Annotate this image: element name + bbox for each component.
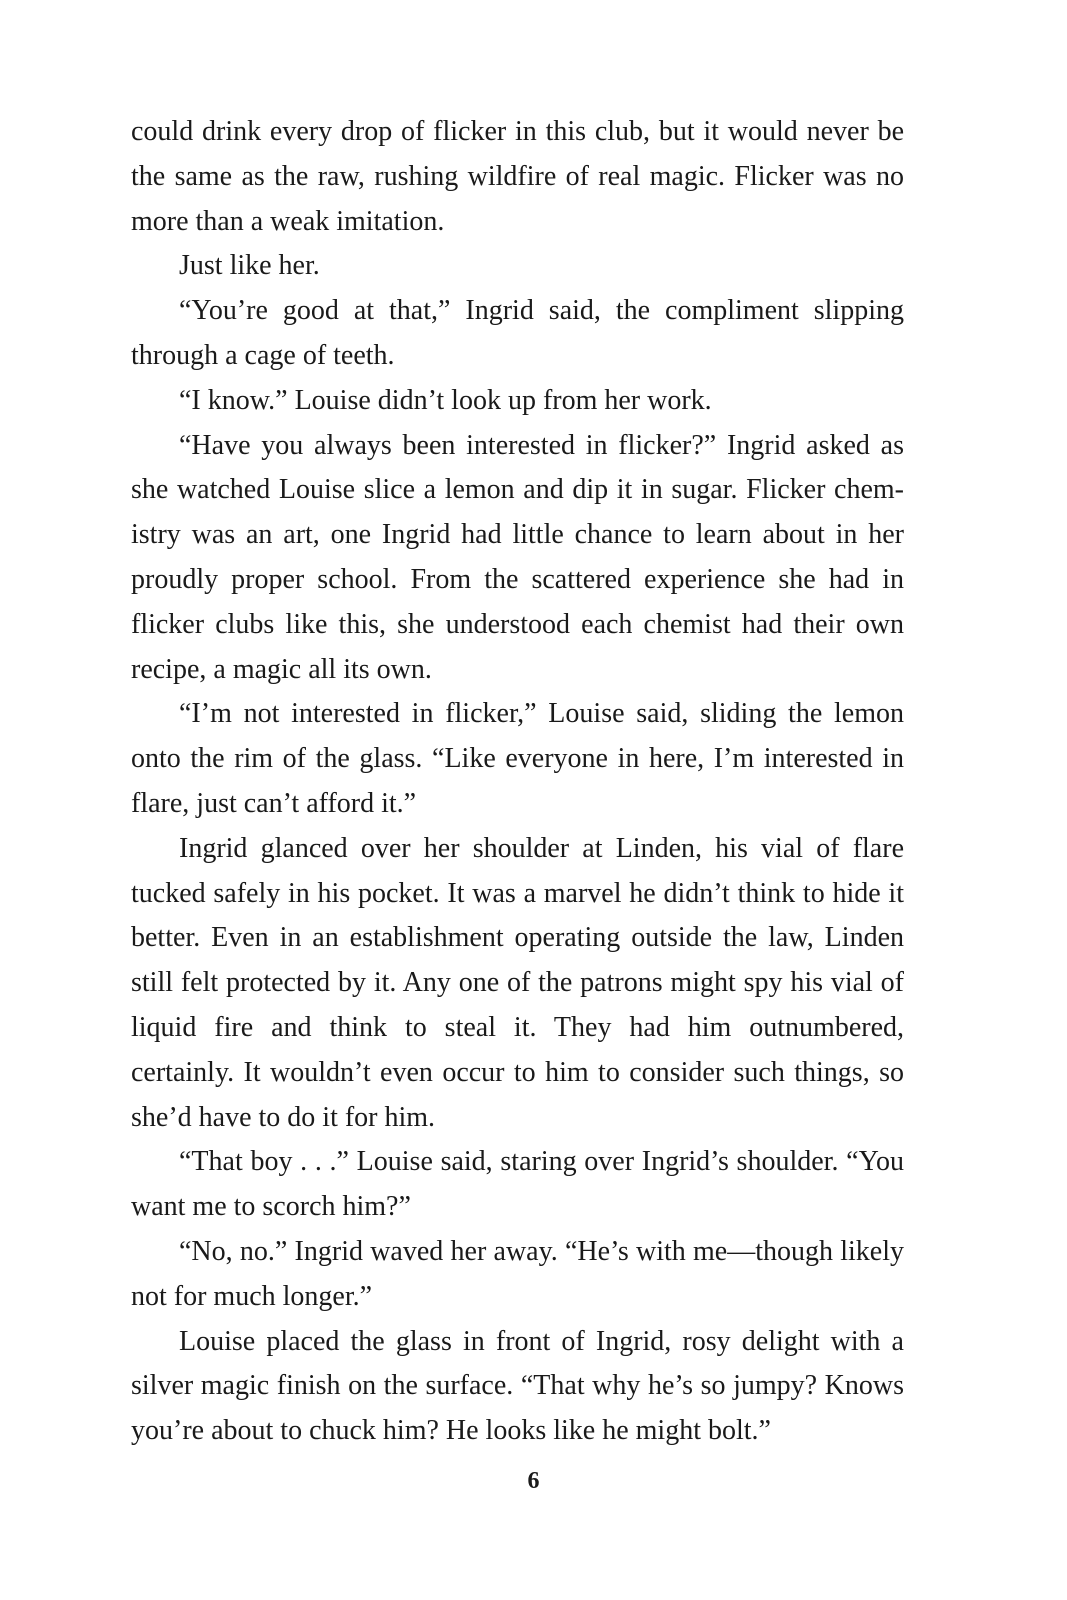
paragraph: could drink every drop of flicker in this club, but it would never be the same as the raw, rushing wildfire of real magic. Flicker was no more than a weak imitation. bbox=[131, 116, 904, 237]
body-text bbox=[131, 110, 904, 1454]
paragraph: “Have you always been interested in flicker?” Ingrid asked as she watched Louise slice a lemon and dip it in sugar. Flicker chemistry was an art, one Ingrid had little chance to learn about in her proudly proper school. From the scattered experience she had in flicker clubs like this, she understood each chemist had their own recipe, a magic all its own. bbox=[131, 429, 904, 685]
page-number: 6 bbox=[527, 1468, 540, 1494]
paragraph: “I’m not interested in flicker,” Louise said, sliding the lemon onto the rim of the glass. “Like everyone in here, I’m interested in flare, just can’t afford it.” bbox=[131, 698, 904, 819]
paragraph: Louise placed the glass in front of Ingrid, rosy delight with a silver magic finish on the surface. “That why he’s so jumpy? Knows you’re about to chuck him? He looks like he might bolt.” bbox=[131, 1325, 904, 1447]
paragraph: “I know.” Louise didn’t look up from her work. bbox=[179, 384, 712, 416]
paragraph: Ingrid glanced over her shoulder at Linden, his vial of flare tucked safely in his pocket. It was a marvel he didn’t think to hide it better. Even in an establishment operating outside the law, Linden still felt protected by it. Any one of the patrons might spy his vial of liquid fire and think to steal it. They had him outnumbered, certainly. It wouldn’t even occur to him to consider such things, so she’d have to do it for him. bbox=[131, 832, 904, 1133]
paragraph: “That boy . . .” Louise said, staring over Ingrid’s shoulder. “You want me to scorch him?” bbox=[131, 1146, 904, 1223]
paragraph: Just like her. bbox=[179, 250, 320, 282]
paragraph: “You’re good at that,” Ingrid said, the compliment slipping through a cage of teeth. bbox=[131, 295, 904, 371]
paragraph: “No, no.” Ingrid waved her away. “He’s with me—though likely not for much longer.” bbox=[131, 1235, 904, 1312]
